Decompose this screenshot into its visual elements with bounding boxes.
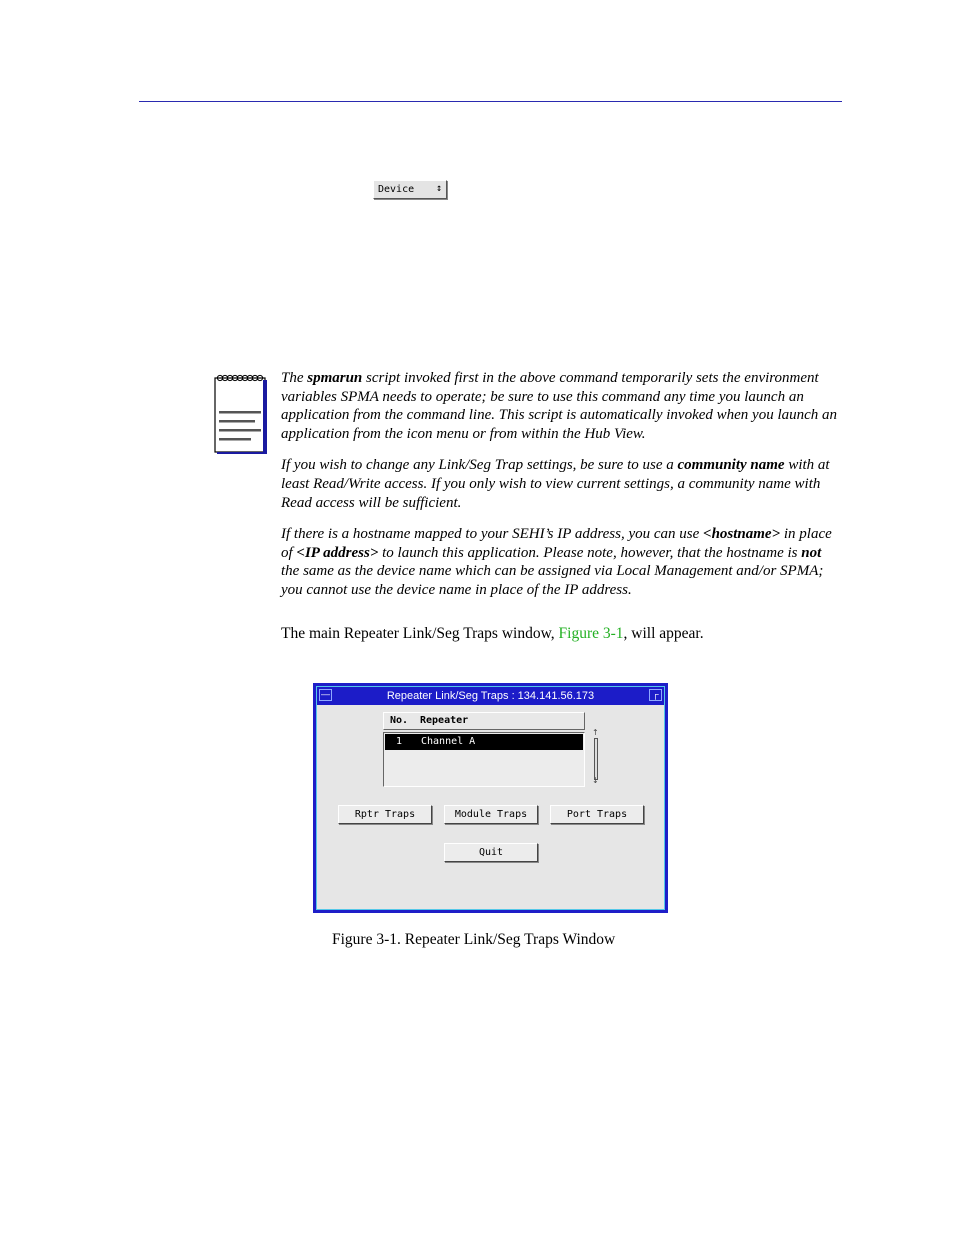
- note-paragraph-1: The spmarun script invoked first in the above command temporarily sets the environment variables SPMA needs to operate; be sure to use this command any time you launch an application from the command line. This script is automatically invoked when you launch an application from the icon menu or from within the Hub View.: [281, 370, 838, 443]
- device-dropdown[interactable]: [373, 180, 447, 199]
- note-text: [281, 369, 843, 612]
- window-titlebar[interactable]: [317, 687, 664, 705]
- scroll-track[interactable]: [594, 738, 598, 780]
- figure-caption: Figure 3-1. Repeater Link/Seg Traps Window: [332, 931, 616, 948]
- column-header-no: No.: [390, 715, 409, 726]
- repeater-list-header: [383, 712, 585, 730]
- module-traps-button[interactable]: Module Traps: [444, 805, 538, 824]
- list-item[interactable]: [385, 734, 583, 750]
- window-menu-icon[interactable]: —: [321, 689, 330, 699]
- device-dropdown-label: Device: [378, 184, 415, 195]
- window-body: [316, 686, 665, 910]
- scroll-down-icon[interactable]: ↓: [592, 776, 599, 785]
- repeater-traps-window: [313, 683, 668, 913]
- column-header-repeater: Repeater: [420, 715, 469, 726]
- intro-paragraph: The main Repeater Link/Seg Traps window, Figure 3-1, will appear.: [281, 625, 704, 642]
- window-title: Repeater Link/Seg Traps : 134.141.56.173: [386, 690, 595, 702]
- row-number: 1: [396, 736, 403, 747]
- dropdown-arrow-icon: ↕: [435, 183, 442, 194]
- quit-button[interactable]: Quit: [444, 843, 538, 862]
- window-maximize-icon[interactable]: ┌: [649, 689, 662, 701]
- scroll-up-icon[interactable]: ↑: [592, 728, 599, 737]
- figure-link[interactable]: Figure 3-1: [558, 625, 624, 642]
- rptr-traps-button[interactable]: Rptr Traps: [338, 805, 432, 824]
- row-name: Channel A: [421, 736, 476, 747]
- note-paragraph-3: If there is a hostname mapped to your SEHI’s IP address, you can use <hostname> in place of <IP address> to launch this application. Please note, however, that the hostname is not the same as the device name which can be assigned via Local Management and/or SPMA; you cannot use the device name in place of the IP address.: [281, 525, 832, 599]
- port-traps-button[interactable]: Port Traps: [550, 805, 644, 824]
- list-scrollbar[interactable]: [591, 728, 601, 787]
- repeater-list[interactable]: [383, 732, 585, 787]
- header-rule: [139, 101, 842, 102]
- note-paragraph-2: If you wish to change any Link/Seg Trap settings, be sure to use a community name with at least Read/Write access. If you only wish to view current settings, a community name with Read access will be sufficient.: [281, 457, 830, 511]
- notepad-icon: [214, 372, 268, 454]
